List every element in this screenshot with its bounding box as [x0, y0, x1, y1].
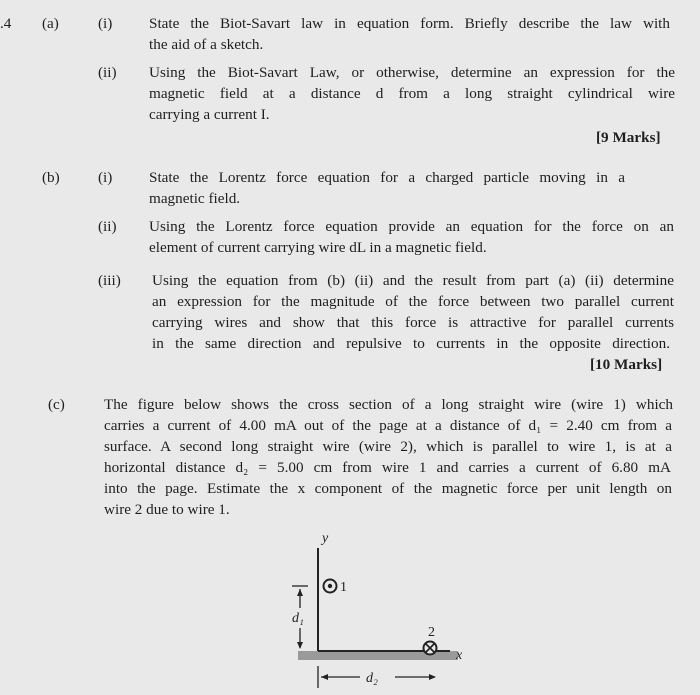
part-b-ii-line-2: element of current carrying wire dL in a magnetic field. [149, 239, 487, 256]
x-axis-label: x [456, 648, 463, 663]
part-a-i-line-2: the aid of a sketch. [149, 36, 264, 53]
y-axis-label: y [322, 531, 329, 546]
d1-arrow-down [297, 642, 303, 649]
part-b-i-line-2: magnetic field. [149, 190, 241, 207]
wire-1-label: 1 [340, 580, 347, 595]
d2-arrow-right [429, 674, 436, 680]
d1-label: d₁ [292, 611, 304, 626]
part-c-line-5: into the page. Estimate the x component of the magnetic force per unit length on [104, 480, 672, 497]
part-c-line-6: wire 2 due to wire 1. [104, 501, 230, 518]
part-b-label: (b) [42, 169, 60, 186]
part-a-label: (a) [42, 15, 59, 32]
d2-arrow-left [321, 674, 328, 680]
wire-2-label: 2 [428, 625, 435, 640]
question-number: .4 [0, 15, 12, 32]
part-a-ii-line-2: magnetic field at a distance d from a long straight cylindrical wire [149, 85, 675, 102]
part-b-marks: [10 Marks] [590, 356, 663, 373]
part-a-i-label: (i) [98, 15, 113, 32]
part-c-line-2: carries a current of 4.00 mA out of the page at a distance of d₁ = 2.40 cm from a [104, 417, 672, 434]
d1-arrow-up [297, 589, 303, 596]
part-c-label: (c) [48, 396, 65, 413]
d2-label: d₂ [366, 671, 378, 686]
part-b-iii-line-2: an expression for the magnitude of the force between two parallel current [152, 293, 674, 310]
wire-1-dot [328, 584, 332, 588]
part-a-ii-line-3: carrying a current I. [149, 106, 270, 123]
part-a-ii-label: (ii) [98, 64, 117, 81]
wire-cross-section-figure [270, 520, 470, 695]
part-b-ii-line-1: Using the Lorentz force equation provide an equation for the force on an [149, 218, 674, 235]
part-c-line-1: The figure below shows the cross section of a long straight wire (wire 1) which [104, 396, 673, 413]
part-c-line-3: surface. A second long straight wire (wire 2), which is parallel to wire 1, is at a [104, 438, 672, 455]
part-b-iii-line-1: Using the equation from (b) (ii) and the result from part (a) (ii) determine [152, 272, 674, 289]
part-b-iii-label: (iii) [98, 272, 121, 289]
part-b-iii-line-3: carrying wires and show that this force is attractive for parallel currents [152, 314, 674, 331]
part-a-ii-line-1: Using the Biot-Savart Law, or otherwise, determine an expression for the [149, 64, 675, 81]
part-a-i-line-1: State the Biot-Savart law in equation form. Briefly describe the law with [149, 15, 670, 32]
part-a-marks: [9 Marks] [596, 129, 661, 146]
part-b-ii-label: (ii) [98, 218, 117, 235]
part-c-line-4: horizontal distance d₂ = 5.00 cm from wire 1 and carries a current of 6.80 mA [104, 459, 671, 476]
part-b-i-line-1: State the Lorentz force equation for a charged particle moving in a [149, 169, 625, 186]
part-b-i-label: (i) [98, 169, 113, 186]
part-b-iii-line-4: in the same direction and repulsive to currents in the opposite direction. [152, 335, 670, 352]
